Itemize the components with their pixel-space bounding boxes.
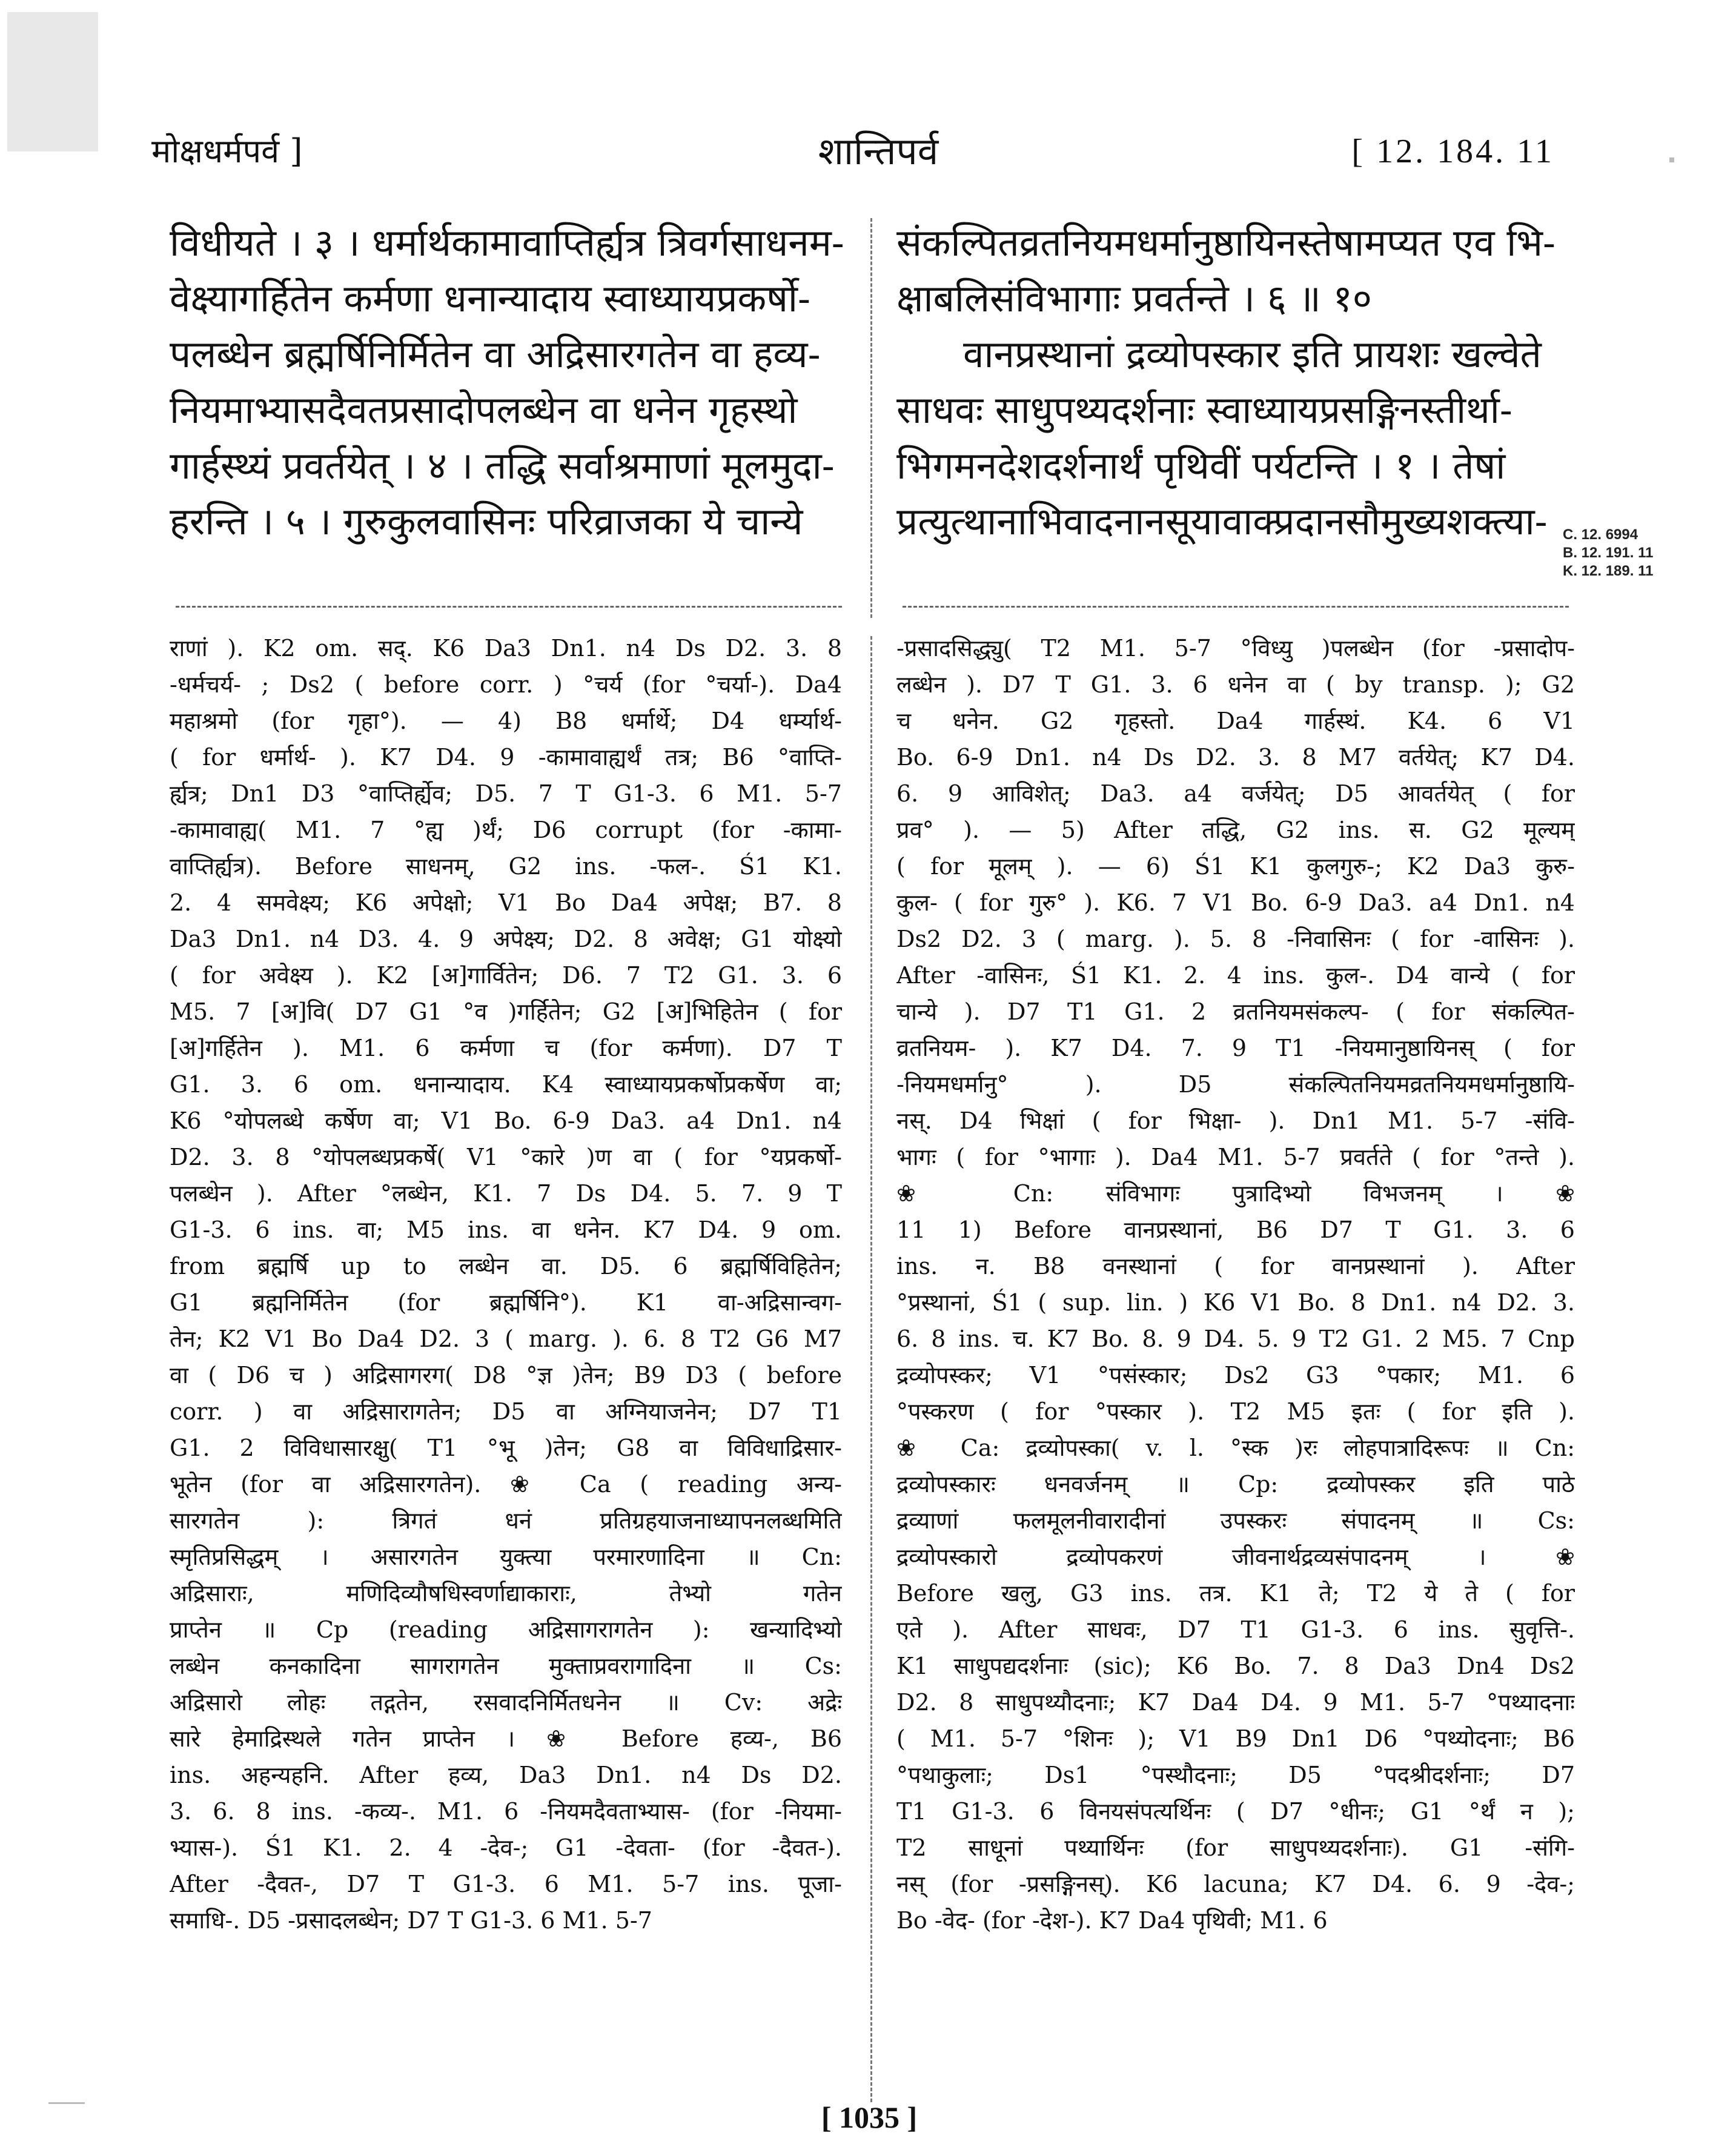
apparatus-line: द्रव्योपस्कारो द्रव्योपकरणं जीवनार्थद्रव्यसंपादनम् । ❀ [896,1544,1575,1570]
apparatus-line: D2. 3. 8 °योपलब्धप्रकर्षे( V1 °कारे )ण वा ( for °यप्रकर्षो- [170,1144,842,1170]
apparatus-line: नस् (for -प्रसङ्गिनस्). K6 lacuna; K7 D4. 6. 9 -देव-; [896,1871,1575,1897]
apparatus-line: T2 साधूनां पथ्यार्थिनः (for साधुपथ्यदर्शनाः). G1 -संगि- [896,1834,1575,1861]
apparatus-line: राणां ). K2 om. सद्. K6 Da3 Dn1. n4 Ds D2. 3. 8 [170,635,842,662]
main-text-line: भिगमनदेशदर्शनार्थं पृथिवीं पर्यटन्ति । १ । तेषां [896,443,1506,488]
apparatus-line: corr. ) वा अद्रिसारागतेन; D5 वा अग्नियाजनेन; D7 T1 [170,1398,842,1425]
apparatus-line: सारगतेन ): त्रिगतं धनं प्रतिग्रहयाजनाध्यापनलब्धमिति [170,1507,842,1534]
running-header-reference: [ 12. 184. 11 [1351,133,1554,170]
scan-artifact [48,2102,85,2104]
apparatus-line: भागः ( for °भागाः ). Da4 M1. 5-7 प्रवर्तते ( for °तन्ते ). [896,1144,1575,1170]
main-text-line: पलब्धेन ब्रह्मर्षिनिर्मितेन वा अद्रिसारगतेन वा हव्य- [170,332,821,376]
apparatus-line: Ds2 D2. 3 ( marg. ). 5. 8 -निवासिनः ( for -वासिनः ). [896,926,1575,952]
running-header-title: शान्तिपर्व [818,129,939,173]
apparatus-line: द्रव्याणां फलमूलनीवारादीनां उपस्करः संपादनम् ॥ Cs: [896,1507,1575,1534]
apparatus-line: -नियमधर्मानु° ). D5 संकल्पितनियमव्रतनियमधर्मानुष्ठायि- [896,1071,1575,1098]
apparatus-left-column [170,630,842,2102]
apparatus-line: Before खलु, G3 ins. तत्र. K1 ते; T2 ये ते ( for [896,1580,1575,1607]
apparatus-line: °पस्करण ( for °पस्कार ). T2 M5 इतः ( for इति ). [896,1398,1575,1425]
main-text-right-column [896,215,1575,609]
apparatus-line: र्ह्यत्र; Dn1 D3 °वाप्तिर्ह्येव; D5. 7 T G1-3. 6 M1. 5-7 [170,780,842,807]
main-text-line: वेक्ष्यागर्हितेन कर्मणा धनान्यादाय स्वाध्यायप्रकर्षो- [170,276,810,320]
apparatus-line: ( for मूलम् ). — 6) Ś1 K1 कुलगुरु-; K2 Da3 कुरु- [896,853,1575,880]
apparatus-line: from ब्रह्मर्षि up to लब्धेन वा. D5. 6 ब्रह्मर्षिविहितेन; [170,1253,842,1279]
main-text-line: नियमाभ्यासदैवतप्रसादोपलब्धेन वा धनेन गृहस्थो [170,388,798,432]
apparatus-line: महाश्रमो (for गृहा°). — 4) B8 धर्मार्थे; D4 धर्म्यार्थ- [170,708,842,734]
apparatus-line: स्मृतिप्रसिद्धम् । असारगतेन युक्त्या परमारणादिना ॥ Cn: [170,1544,842,1570]
apparatus-line: भ्यास-). Ś1 K1. 2. 4 -देव-; G1 -देवता- (for -दैवत-). [170,1834,842,1861]
apparatus-line: व्रतनियम- ). K7 D4. 7. 9 T1 -नियमानुष्ठायिनस् ( for [896,1035,1575,1061]
concordance-ref: C. 12. 6994 [1563,526,1638,543]
apparatus-line: ( for अवेक्ष्य ). K2 [अ]गार्वितेन; D6. 7 T2 G1. 3. 6 [170,962,842,989]
apparatus-line: Bo -वेद- (for -देश-). K7 Da4 पृथिवी; M1. 6 [896,1907,1328,1934]
apparatus-line: प्राप्तेन ॥ Cp (reading अद्रिसागरागतेन ): खन्यादिभ्यो [170,1616,842,1643]
apparatus-line: ( M1. 5-7 °शिनः ); V1 B9 Dn1 D6 °पथ्योदनाः; B6 [896,1725,1575,1752]
apparatus-line: ❀ Ca: द्रव्योपस्का( v. l. °स्क )रः लोहपात्रादिरूपः ॥ Cn: [896,1435,1575,1461]
main-text-left-column [170,215,848,609]
apparatus-line: G1. 2 विविधासारक्षु( T1 °भू )तेन; G8 वा विविधाद्रिसार- [170,1435,842,1461]
apparatus-line: अद्रिसारो लोहः तद्गतेन, रसवादनिर्मितधनेन ॥ Cv: अद्रेः [170,1689,842,1716]
apparatus-line: °प्रस्थानां, Ś1 ( sup. lin. ) K6 V1 Bo. 8 Dn1. n4 D2. 3. [896,1289,1575,1316]
apparatus-line: एते ). After साधवः, D7 T1 G1-3. 6 ins. सुवृत्ति-. [896,1616,1575,1643]
apparatus-line: Bo. 6-9 Dn1. n4 Ds D2. 3. 8 M7 वर्तयेत्; K7 D4. [896,744,1575,771]
main-text-line: क्षाबलिसंविभागाः प्रवर्तन्ते । ६ ॥ १० [896,276,1373,320]
apparatus-line: G1 ब्रह्मनिर्मितेन (for ब्रह्मर्षिनि°). K1 वा-अद्रिसान्वग- [170,1289,842,1316]
scan-artifact [1669,158,1674,162]
apparatus-separator [903,606,1569,608]
apparatus-right-column [896,630,1575,2102]
apparatus-line: 6. 9 आविशेत्; Da3. a4 वर्जयेत्; D5 आवर्तयेत् ( for [896,780,1575,807]
concordance-ref: K. 12. 189. 11 [1563,563,1654,579]
apparatus-line: -धर्मचर्य- ; Ds2 ( before corr. ) °चर्य (for °चर्या-). Da4 [170,671,842,698]
apparatus-line: ins. न. B8 वनस्थानां ( for वानप्रस्थानां ). After [896,1253,1575,1279]
main-text-line: हरन्ति । ५ । गुरुकुलवासिनः परिव्राजका ये चान्ये [170,499,803,543]
apparatus-line: 11 1) Before वानप्रस्थानां, B6 D7 T G1. 3. 6 [896,1216,1575,1243]
apparatus-line: After -दैवत-, D7 T G1-3. 6 M1. 5-7 ins. पूजा- [170,1871,842,1897]
main-text-line: प्रत्युत्थानाभिवादनानसूयावाक्प्रदानसौमुख्यशक्त्या- [896,499,1548,543]
apparatus-line: लब्धेन ). D7 T G1. 3. 6 धनेन वा ( by transp. ); G2 [896,671,1575,698]
apparatus-line: 3. 6. 8 ins. -कव्य-. M1. 6 -नियमदैवताभ्यास- (for -नियमा- [170,1798,842,1825]
scan-artifact [7,12,98,151]
concordance-references [1563,526,1702,580]
apparatus-line: 2. 4 समवेक्ष्य; K6 अपेक्षो; V1 Bo Da4 अपेक्ष; B7. 8 [170,889,842,916]
apparatus-line: भूतेन (for वा अद्रिसारगतेन). ❀ Ca ( reading अन्य- [170,1471,842,1498]
running-header-left: मोक्षधर्मपर्व ] [151,132,303,170]
apparatus-line: नस्. D4 भिक्षां ( for भिक्षा- ). Dn1 M1. 5-7 -संवि- [896,1107,1575,1134]
column-divider [870,218,872,618]
main-text-line: गार्हस्थ्यं प्रवर्तयेत् । ४ । तद्धि सर्वाश्रमाणां मूलमुदा- [170,443,835,488]
column-divider [870,636,872,2102]
apparatus-line: कुल- ( for गुरु° ). K6. 7 V1 Bo. 6-9 Da3. a4 Dn1. n4 [896,889,1575,916]
apparatus-line: पलब्धेन ). After °लब्धेन, K1. 7 Ds D4. 5. 7. 9 T [170,1180,842,1207]
apparatus-line: 6. 8 ins. च. K7 Bo. 8. 9 D4. 5. 9 T2 G1. 2 M5. 7 Cnp [896,1326,1575,1352]
apparatus-line: लब्धेन कनकादिना सागरागतेन मुक्ताप्रवरागादिना ॥ Cs: [170,1653,842,1679]
apparatus-line: D2. 8 साधुपथ्यौदनाः; K7 Da4 D4. 9 M1. 5-7 °पथ्यादनाः [896,1689,1575,1716]
apparatus-line: -कामावाह्य( M1. 7 °ह्य )र्थं; D6 corrupt (for -कामा- [170,817,842,843]
apparatus-line: After -वासिनः, Ś1 K1. 2. 4 ins. कुल-. D4 वान्ये ( for [896,962,1575,989]
apparatus-line: K6 °योपलब्धे कर्षेण वा; V1 Bo. 6-9 Da3. a4 Dn1. n4 [170,1107,842,1134]
apparatus-line: चान्ये ). D7 T1 G1. 2 व्रतनियमसंकल्प- ( for संकल्पित- [896,998,1575,1025]
apparatus-line: G1. 3. 6 om. धनान्यादाय. K4 स्वाध्यायप्रकर्षोप्रकर्षेण वा; [170,1071,842,1098]
apparatus-separator [176,606,842,608]
apparatus-line: ins. अहन्यहनि. After हव्य, Da3 Dn1. n4 Ds D2. [170,1762,842,1788]
apparatus-line: [अ]गर्हितेन ). M1. 6 कर्मणा च (for कर्मणा). D7 T [170,1035,842,1061]
apparatus-line: °पथाकुलाः; Ds1 °पस्थौदनाः; D5 °पदश्रीदर्शनाः; D7 [896,1762,1575,1788]
main-text-line: वानप्रस्थानां द्रव्योपस्कार इति प्रायशः खल्वेते [963,332,1542,376]
apparatus-line: G1-3. 6 ins. वा; M5 ins. वा धनेन. K7 D4. 9 om. [170,1216,842,1243]
apparatus-line: द्रव्योपस्कारः धनवर्जनम् ॥ Cp: द्रव्योपस्कर इति पाठे [896,1471,1575,1498]
apparatus-line: ❀ Cn: संविभागः पुत्रादिभ्यो विभजनम् । ❀ [896,1180,1575,1207]
apparatus-line: सारे हेमाद्रिस्थले गतेन प्राप्तेन । ❀ Before हव्य-, B6 [170,1725,842,1752]
apparatus-line: प्रव° ). — 5) After तद्धि, G2 ins. स. G2 मूल्यम् [896,817,1575,843]
apparatus-line: ( for धर्मार्थ- ). K7 D4. 9 -कामावाह्यर्थं तत्र; B6 °वाप्ति- [170,744,842,771]
main-text-line: विधीयते । ३ । धर्मार्थकामावाप्तिर्ह्यत्र त्रिवर्गसाधनम- [170,221,844,265]
apparatus-line: द्रव्योपस्कर; V1 °पसंस्कार; Ds2 G3 °पकार; M1. 6 [896,1362,1575,1389]
page-number: [ 1035 ] [821,2100,918,2134]
concordance-ref: B. 12. 191. 11 [1563,545,1654,561]
apparatus-line: समाधि-. D5 -प्रसादलब्धेन; D7 T G1-3. 6 M1. 5-7 [170,1907,652,1934]
main-text-line: संकल्पितव्रतनियमधर्मानुष्ठायिनस्तेषामप्यत एव भि- [896,221,1555,265]
apparatus-line: -प्रसादसिद्ध्यु( T2 M1. 5-7 °विध्यु )पलब्धेन (for -प्रसादोप- [896,635,1575,662]
apparatus-line: वाप्तिर्ह्यत्र). Before साधनम्, G2 ins. -फल-. Ś1 K1. [170,853,842,880]
apparatus-line: तेन; K2 V1 Bo Da4 D2. 3 ( marg. ). 6. 8 T2 G6 M7 [170,1326,842,1352]
apparatus-line: Da3 Dn1. n4 D3. 4. 9 अपेक्ष्य; D2. 8 अवेक्ष; G1 योक्ष्यो [170,926,842,952]
apparatus-line: च धनेन. G2 गृहस्तो. Da4 गार्हस्थं. K4. 6 V1 [896,708,1575,734]
apparatus-line: K1 साधुपद्यदर्शनाः (sic); K6 Bo. 7. 8 Da3 Dn4 Ds2 [896,1653,1575,1679]
main-text-line: साधवः साधुपथ्यदर्शनाः स्वाध्यायप्रसङ्गिनस्तीर्था- [896,388,1512,432]
apparatus-line: M5. 7 [अ]वि( D7 G1 °व )गर्हितेन; G2 [अ]भिहितेन ( for [170,998,842,1025]
apparatus-line: अद्रिसाराः, मणिदिव्यौषधिस्वर्णाद्याकाराः, तेभ्यो गतेन [170,1580,842,1607]
apparatus-line: वा ( D6 च ) अद्रिसागरग( D8 °ज्ञ )तेन; B9 D3 ( before [170,1362,842,1389]
apparatus-line: T1 G1-3. 6 विनयसंपत्यर्थिनः ( D7 °धीनः; G1 °र्थं न ); [896,1798,1575,1825]
